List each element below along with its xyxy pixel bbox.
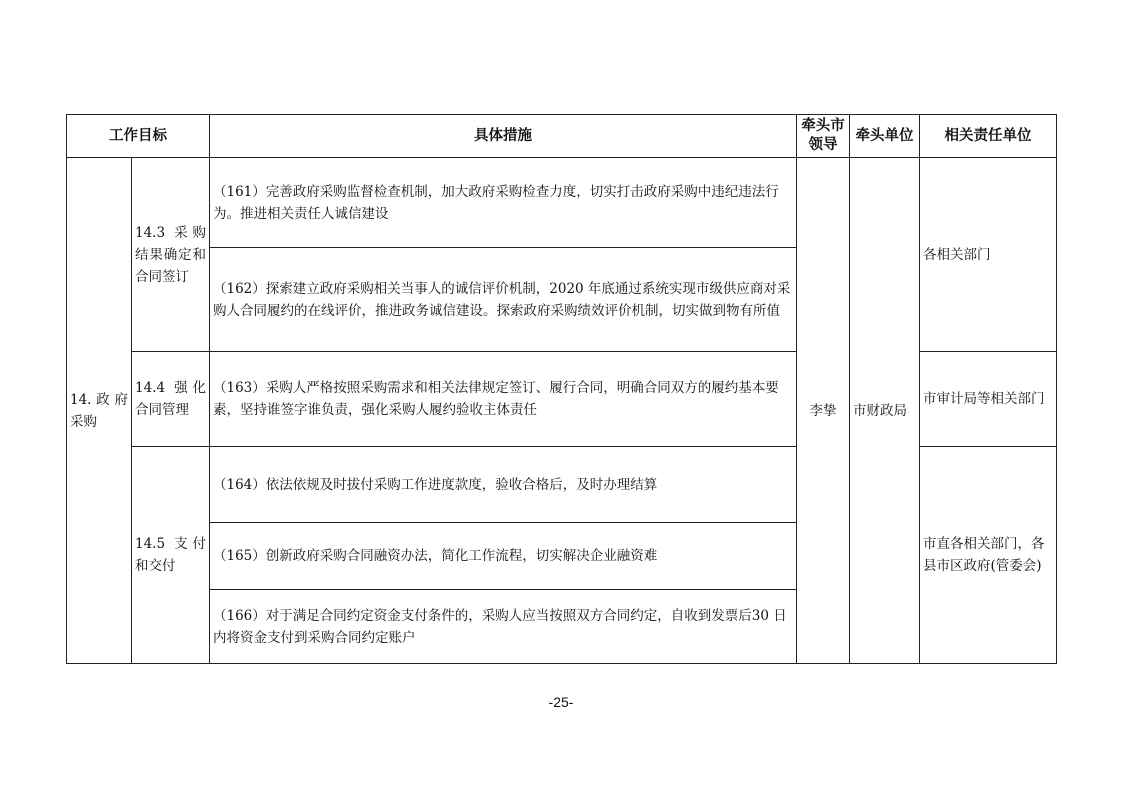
subgoal-cell: 14.3 采购结果确定和合同签订 <box>132 158 210 352</box>
measure-cell: （166）对于满足合同约定资金支付条件的，采购人应当按照双方合同约定，自收到发票后30 日内将资金支付到采购合同约定账户 <box>210 590 797 664</box>
measure-cell: （162）探索建立政府采购相关当事人的诚信评价机制，2020 年底通过系统实现市级供应商对采购人合同履约的在线评价，推进政务诚信建设。探索政府采购绩效评价机制，切实做到物有所值 <box>210 248 797 352</box>
header-related-units: 相关责任单位 <box>920 115 1057 158</box>
header-lead-unit: 牵头单位 <box>850 115 920 158</box>
header-goal: 工作目标 <box>67 115 210 158</box>
measure-cell: （164）依法依规及时拔付采购工作进度款度，验收合格后，及时办理结算 <box>210 447 797 523</box>
page-number: -25- <box>548 694 574 710</box>
table-row <box>67 158 1057 248</box>
measure-cell: （165）创新政府采购合同融资办法，简化工作流程，切实解决企业融资难 <box>210 523 797 590</box>
lead-unit-cell: 市财政局 <box>850 158 920 664</box>
header-row <box>67 115 1057 158</box>
lead-leader-cell: 李挚 <box>797 158 850 664</box>
related-units-cell: 各相关部门 <box>920 158 1057 352</box>
work-plan-table <box>66 114 1057 664</box>
header-lead-leader: 牵头市领导 <box>797 115 850 158</box>
measure-cell: （163）采购人严格按照采购需求和相关法律规定签订、履行合同，明确合同双方的履约基本要素，坚持谁签字谁负责，强化采购人履约验收主体责任 <box>210 352 797 447</box>
subgoal-cell: 14.5 支付和交付 <box>132 447 210 664</box>
related-units-cell: 市审计局等相关部门 <box>920 352 1057 447</box>
subgoal-cell: 14.4 强化合同管理 <box>132 352 210 447</box>
measure-cell: （161）完善政府采购监督检查机制，加大政府采购检查力度，切实打击政府采购中违纪违法行为。推进相关责任人诚信建设 <box>210 158 797 248</box>
goal-cell: 14. 政 府采购 <box>67 158 132 664</box>
header-measures: 具体措施 <box>210 115 797 158</box>
related-units-cell: 市直各相关部门，各县市区政府(管委会) <box>920 447 1057 664</box>
